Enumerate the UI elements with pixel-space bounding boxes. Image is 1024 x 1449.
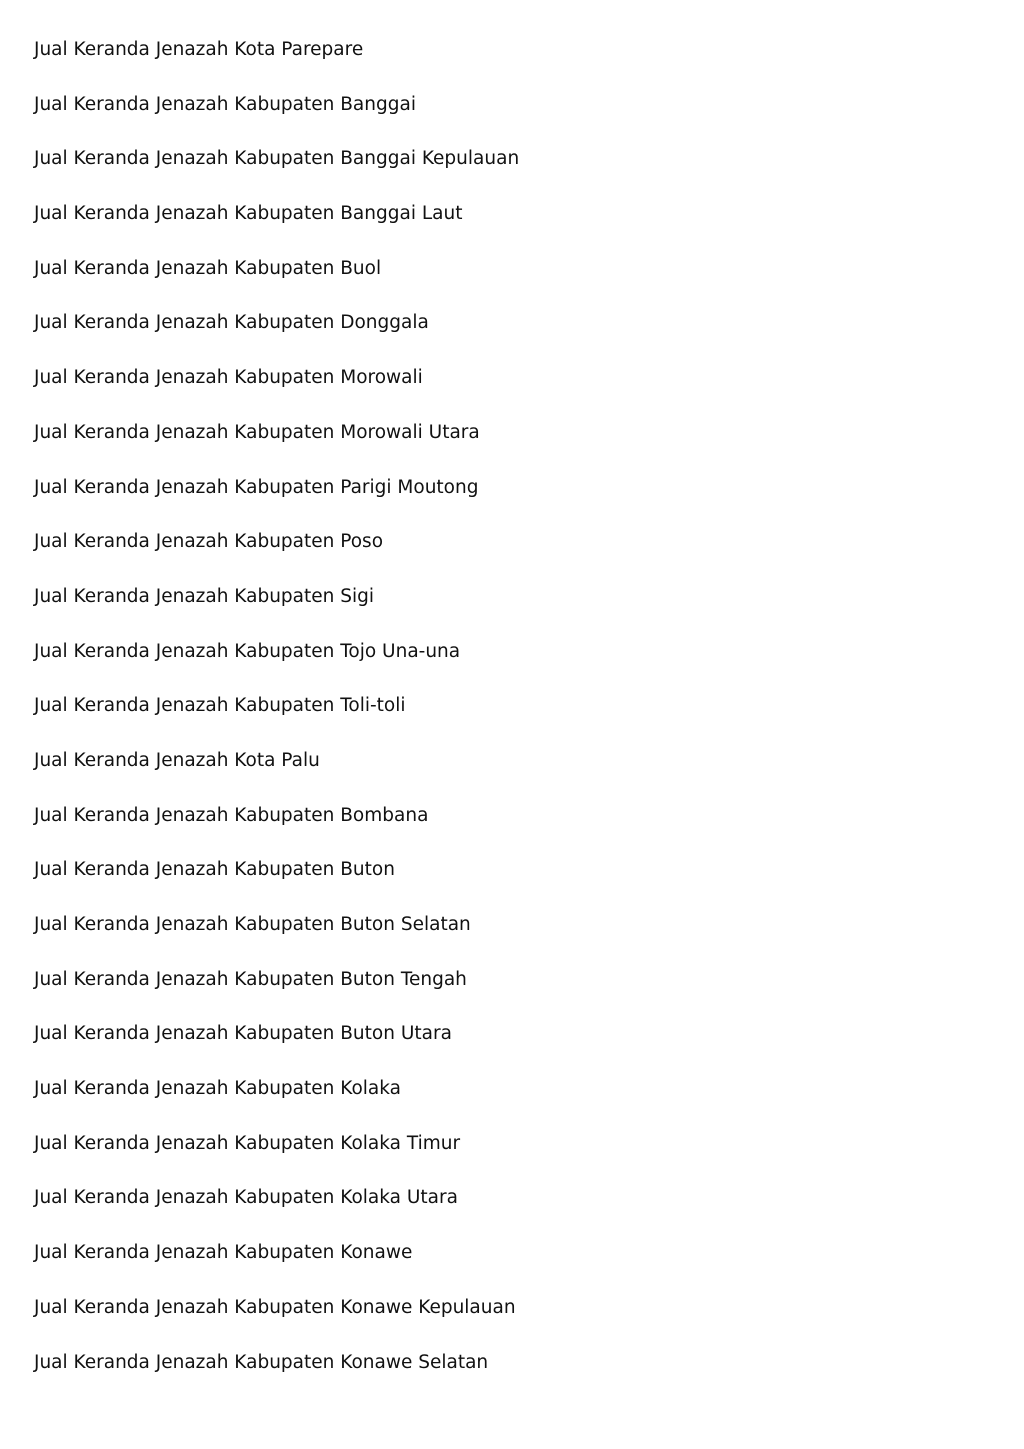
list-item xyxy=(34,584,519,639)
list-item-link[interactable]: Jual Keranda Jenazah Kabupaten Bombana xyxy=(34,804,429,826)
list-item xyxy=(34,365,519,420)
list-item xyxy=(34,146,519,201)
list-item-link[interactable]: Jual Keranda Jenazah Kabupaten Morowali Utara xyxy=(34,421,480,443)
list-item-link[interactable]: Jual Keranda Jenazah Kabupaten Sigi xyxy=(34,585,375,607)
list-item-link[interactable]: Jual Keranda Jenazah Kabupaten Buton xyxy=(34,859,395,881)
list-item-link[interactable]: Jual Keranda Jenazah Kabupaten Buton Tengah xyxy=(34,968,467,990)
list-item xyxy=(34,1021,519,1076)
list-item-link[interactable]: Jual Keranda Jenazah Kabupaten Donggala xyxy=(34,312,429,334)
list-item xyxy=(34,529,519,584)
list-item-link[interactable]: Jual Keranda Jenazah Kabupaten Konawe Selatan xyxy=(34,1351,489,1373)
list-item-link[interactable]: Jual Keranda Jenazah Kabupaten Morowali xyxy=(34,367,423,389)
list-item-link[interactable]: Jual Keranda Jenazah Kabupaten Banggai Laut xyxy=(34,203,463,225)
list-item xyxy=(34,639,519,694)
list-item xyxy=(34,92,519,147)
list-item xyxy=(34,1350,519,1405)
list-item xyxy=(34,748,519,803)
list-item-link[interactable]: Jual Keranda Jenazah Kabupaten Poso xyxy=(34,531,384,553)
list-item-link[interactable]: Jual Keranda Jenazah Kabupaten Kolaka Utara xyxy=(34,1187,458,1209)
list-item-link[interactable]: Jual Keranda Jenazah Kabupaten Banggai xyxy=(34,93,416,115)
list-item-link[interactable]: Jual Keranda Jenazah Kabupaten Kolaka Timur xyxy=(34,1132,461,1154)
list-item-link[interactable]: Jual Keranda Jenazah Kabupaten Kolaka xyxy=(34,1078,401,1100)
list-item-link[interactable]: Jual Keranda Jenazah Kabupaten Konawe Kepulauan xyxy=(34,1296,516,1318)
list-item-link[interactable]: Jual Keranda Jenazah Kabupaten Buton Utara xyxy=(34,1023,452,1045)
list-item-link[interactable]: Jual Keranda Jenazah Kabupaten Toli-toli xyxy=(34,695,406,717)
list-item-link[interactable]: Jual Keranda Jenazah Kabupaten Konawe xyxy=(34,1242,413,1264)
product-link-list xyxy=(34,37,519,1404)
list-item xyxy=(34,693,519,748)
list-item-link[interactable]: Jual Keranda Jenazah Kabupaten Parigi Moutong xyxy=(34,476,479,498)
list-item xyxy=(34,256,519,311)
list-item-link[interactable]: Jual Keranda Jenazah Kabupaten Banggai Kepulauan xyxy=(34,148,520,170)
list-item xyxy=(34,37,519,92)
list-item-link[interactable]: Jual Keranda Jenazah Kabupaten Buton Selatan xyxy=(34,914,471,935)
list-item-link[interactable]: Jual Keranda Jenazah Kota Palu xyxy=(34,749,320,771)
list-item xyxy=(34,912,519,967)
list-item-link[interactable]: Jual Keranda Jenazah Kota Parepare xyxy=(34,39,364,60)
list-item xyxy=(34,1240,519,1295)
list-item xyxy=(34,1131,519,1186)
list-item xyxy=(34,201,519,256)
list-item xyxy=(34,1076,519,1131)
list-item xyxy=(34,803,519,858)
list-item xyxy=(34,475,519,530)
list-item-link[interactable]: Jual Keranda Jenazah Kabupaten Tojo Una-una xyxy=(34,640,461,662)
list-item xyxy=(34,310,519,365)
list-item-link[interactable]: Jual Keranda Jenazah Kabupaten Buol xyxy=(34,257,382,279)
list-item xyxy=(34,967,519,1022)
list-item xyxy=(34,857,519,912)
list-item xyxy=(34,1295,519,1350)
list-item xyxy=(34,420,519,475)
list-item xyxy=(34,1185,519,1240)
